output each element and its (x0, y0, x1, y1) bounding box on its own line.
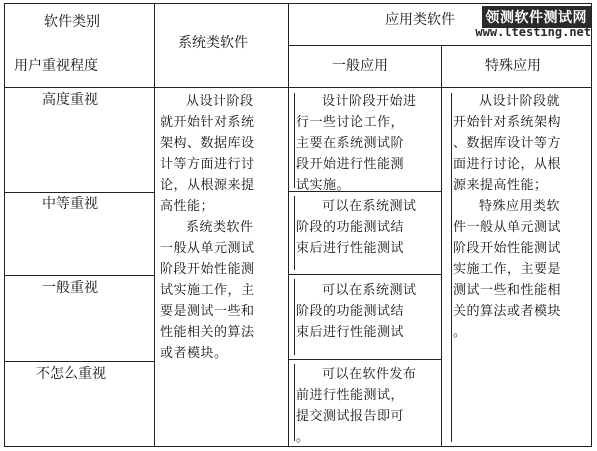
text-line: 前进行性能测试， (296, 388, 405, 403)
row-label-low: 不怎么重视 (36, 366, 106, 382)
cell-inner-line (451, 93, 452, 442)
text-line: 系统类软件 (186, 220, 254, 235)
text-line: 可以在软件发布 (322, 367, 417, 382)
text-line: 阶段的功能测试结 (296, 220, 405, 235)
text-line: 阶段的功能测试结 (296, 304, 405, 319)
text-line: 源来提高性能； (453, 178, 548, 193)
text-line: 行一些讨论工作， (296, 115, 405, 130)
text-line: 件一般从单元测试 (453, 220, 562, 235)
row-divider (4, 192, 154, 193)
special-app-description (453, 91, 589, 343)
watermark-logo: 领测软件测试网 (482, 6, 592, 28)
text-line: 束后进行性能测试 (296, 241, 405, 256)
row-divider (4, 361, 154, 362)
column-divider (154, 3, 155, 447)
text-line: 、数据库设计等方 (453, 136, 562, 151)
text-line: 论，从根源来提 (160, 178, 255, 193)
text-line: 要是测试一些和 (160, 304, 255, 319)
general-app-general (296, 280, 438, 343)
text-line: 。 (453, 325, 467, 340)
text-line: 阶段开始性能测试 (453, 241, 562, 256)
text-line: 性能相关的算法 (160, 325, 255, 340)
cell-inner-line (294, 196, 295, 270)
row-label-high: 高度重视 (42, 92, 98, 108)
text-line: 测试一些和性能相 (453, 283, 562, 298)
general-app-medium (296, 196, 438, 259)
system-software-description (160, 91, 286, 364)
row-label-medium: 中等重视 (42, 196, 98, 212)
general-app-high (296, 91, 438, 196)
row-divider (4, 275, 154, 276)
text-line: 束后进行性能测试 (296, 325, 405, 340)
column-divider (288, 3, 289, 447)
text-line: 可以在系统测试 (322, 283, 417, 298)
text-line: 提交测试报告即可 (296, 409, 405, 424)
header-special-application: 特殊应用 (485, 58, 541, 74)
text-line: 高性能； (160, 199, 215, 214)
header-divider (288, 45, 592, 46)
column-divider (441, 45, 442, 447)
text-line: 从设计阶段就 (479, 94, 561, 109)
text-line: 架构、数据库设 (160, 136, 255, 151)
table-border-left (4, 3, 5, 447)
header-application-software: 应用类软件 (385, 12, 455, 28)
cell-inner-line (294, 279, 295, 355)
text-line: 关的算法或者模块 (453, 304, 562, 319)
text-line: 实施工作，主要是 (453, 262, 562, 277)
text-line: 试实施工作，主 (160, 283, 255, 298)
text-line: 就开始针对系统 (160, 115, 255, 130)
text-line: 主要在系统测试阶 (296, 136, 405, 151)
row-label-general: 一般重视 (42, 280, 98, 296)
row-divider (288, 359, 441, 360)
watermark-url: www.ltesting.net (475, 25, 591, 39)
header-general-application: 一般应用 (332, 58, 388, 74)
table-border-top (4, 3, 592, 4)
cell-inner-line (294, 93, 295, 188)
text-line: 或者模块。 (160, 346, 228, 361)
text-line: 计等方面进行讨 (160, 157, 255, 172)
text-line: 从设计阶段 (186, 94, 254, 109)
text-line: 面进行讨论，从根 (453, 157, 562, 172)
text-line: 试实施。 (296, 178, 351, 193)
text-line: 阶段开始性能测 (160, 262, 255, 277)
text-line: 段开始进行性能测 (296, 157, 405, 172)
general-app-low (296, 364, 438, 448)
table-border-right (591, 3, 592, 447)
header-software-category: 软件类别 (44, 14, 100, 30)
row-divider (288, 274, 441, 275)
text-line: 。 (296, 430, 310, 445)
header-bottom-line (4, 87, 592, 88)
text-line: 可以在系统测试 (322, 199, 417, 214)
text-line: 设计阶段开始进 (322, 94, 417, 109)
header-user-importance: 用户重视程度 (14, 58, 98, 74)
header-system-software: 系统类软件 (178, 35, 248, 51)
cell-inner-line (294, 364, 295, 441)
text-line: 一般从单元测试 (160, 241, 255, 256)
text-line: 开始针对系统架构 (453, 115, 562, 130)
text-line: 特殊应用类软 (479, 199, 561, 214)
